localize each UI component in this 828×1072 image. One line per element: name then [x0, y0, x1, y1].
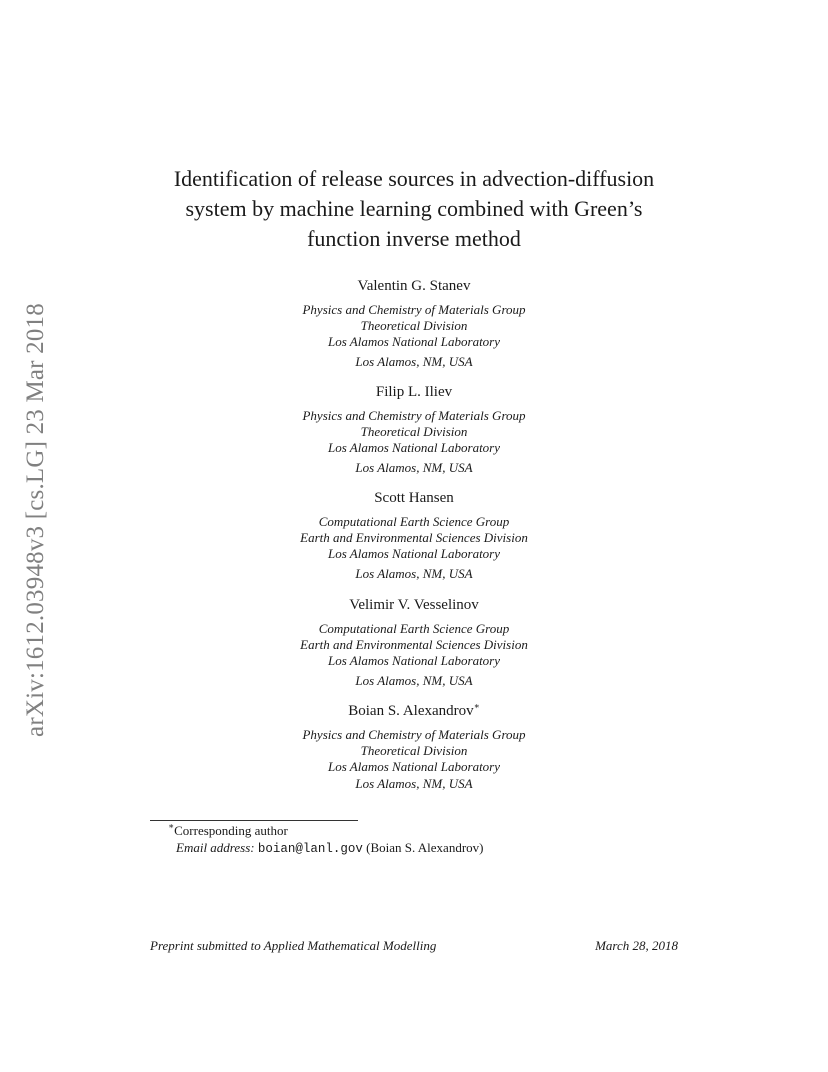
arxiv-stamp: arXiv:1612.03948v3 [cs.LG] 23 Mar 2018 — [22, 303, 49, 737]
author-block — [150, 277, 678, 370]
author-name: Filip L. Iliev — [375, 384, 453, 400]
affiliation-line: Computational Earth Science Group — [318, 621, 510, 636]
title-line: system by machine learning combined with Green’s — [185, 196, 643, 221]
author-block — [150, 702, 678, 792]
affiliation-line: Physics and Chemistry of Materials Group — [302, 302, 526, 317]
author-name: Scott Hansen — [374, 490, 454, 506]
affiliation-line: Computational Earth Science Group — [318, 514, 510, 529]
affiliation-line: Los Alamos, NM, USA — [355, 459, 473, 475]
author-block — [150, 489, 678, 582]
footnote-rule — [150, 820, 358, 821]
title-line: Identification of release sources in advection-diffusion — [173, 166, 655, 191]
author-name: Boian S. Alexandrov∗ — [348, 701, 480, 719]
affiliation-line: Theoretical Division — [360, 743, 468, 759]
author-block — [150, 596, 678, 689]
preprint-note: Preprint submitted to Applied Mathematical Modelling — [150, 938, 437, 953]
title-line: function inverse method — [307, 226, 521, 251]
affiliation-line: Earth and Environmental Sciences Division — [300, 530, 528, 546]
email-link[interactable]: boian@lanl.gov — [257, 841, 363, 856]
affiliation-line: Los Alamos, NM, USA — [355, 353, 473, 369]
footnote-email-line: Email address: boian@lanl.gov (Boian S. Alexandrov) — [176, 839, 484, 856]
affiliation-line: Theoretical Division — [360, 424, 468, 440]
affiliation-line: Los Alamos National Laboratory — [327, 334, 501, 350]
affiliation-line: Los Alamos National Laboratory — [327, 653, 501, 669]
author-name: Valentin G. Stanev — [357, 278, 471, 294]
affiliation-line: Physics and Chemistry of Materials Group — [302, 727, 526, 742]
affiliation-line: Theoretical Division — [360, 318, 468, 334]
affiliation-line: Los Alamos National Laboratory — [327, 759, 501, 775]
affiliation-line: Earth and Environmental Sciences Division — [300, 637, 528, 653]
footnote — [168, 823, 483, 857]
affiliation-line: Los Alamos, NM, USA — [355, 672, 473, 688]
affiliation-line: Los Alamos National Laboratory — [327, 440, 501, 456]
footnote-corresponding: ∗Corresponding author — [168, 821, 288, 838]
affiliation-line: Physics and Chemistry of Materials Group — [302, 408, 526, 423]
affiliation-line: Los Alamos National Laboratory — [327, 546, 501, 562]
affiliation-line: Los Alamos, NM, USA — [355, 775, 473, 791]
corresponding-author-mark: ∗ — [473, 701, 480, 711]
preprint-date: March 28, 2018 — [595, 938, 678, 953]
paper-title — [150, 164, 678, 254]
affiliation-line: Los Alamos, NM, USA — [355, 565, 473, 581]
author-block — [150, 383, 678, 476]
author-name: Velimir V. Vesselinov — [349, 597, 479, 613]
